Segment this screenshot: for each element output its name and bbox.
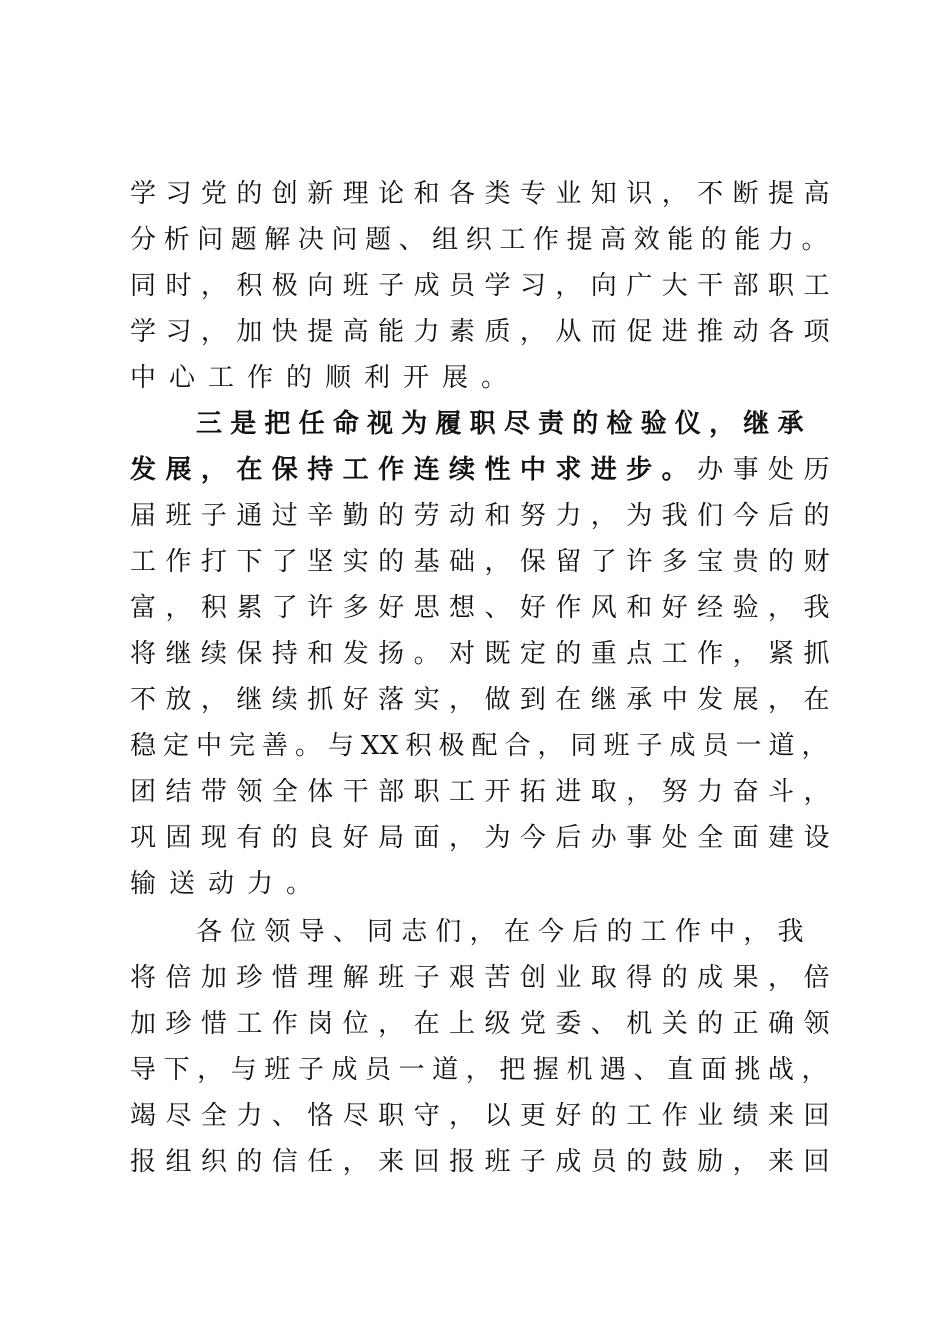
paragraph-1-line-3: 同时，积极向班子成员学习，向广大干部职工 bbox=[130, 271, 830, 301]
paragraph-2-heading-line-1: 三是把任命视为履职尽责的检验仪，继承 bbox=[196, 409, 804, 439]
paragraph-2-line-7: 不放，继续抓好落实，做到在继承中发展，在 bbox=[130, 685, 830, 715]
paragraph-2-line-2 bbox=[130, 450, 830, 490]
paragraph-2-line-2-rest: 办事处历 bbox=[697, 455, 830, 485]
paragraph-2-line-5: 富，积累了许多好思想、好作风和好经验，我 bbox=[130, 593, 830, 623]
paragraph-2-line-10: 巩固现有的良好局面，为今后办事处全面建设 bbox=[130, 823, 830, 853]
paragraph-3-line-5: 竭尽全力、恪尽职守，以更好的工作业绩来回 bbox=[130, 1101, 830, 1131]
paragraph-2-line-4: 工作打下了坚实的基础，保留了许多宝贵的财 bbox=[130, 547, 830, 577]
paragraph-3-line-3: 加珍惜工作岗位，在上级党委、机关的正确领 bbox=[130, 1009, 830, 1039]
paragraph-1-line-2: 分析问题解决问题、组织工作提高效能的能力。 bbox=[130, 225, 828, 255]
paragraph-3-line-6: 报组织的信任，来回报班子成员的鼓励，来回 bbox=[130, 1147, 830, 1177]
paragraph-2-line-11: 输送动力。 bbox=[130, 869, 326, 899]
paragraph-1-line-1: 学习党的创新理论和各类专业知识，不断提高 bbox=[130, 179, 830, 209]
paragraph-2-line-3: 届班子通过辛勤的劳动和努力，为我们今后的 bbox=[130, 501, 830, 531]
paragraph-1-line-4: 学习，加快提高能力素质，从而促进推动各项 bbox=[130, 317, 830, 347]
paragraph-2-line-8: 稳定中完善。与XX积极配合，同班子成员一道， bbox=[130, 731, 828, 761]
paragraph-2-line-6: 将继续保持和发扬。对既定的重点工作，紧抓 bbox=[130, 639, 830, 669]
paragraph-1-line-5: 中心工作的顺利开展。 bbox=[130, 363, 521, 393]
paragraph-3-line-2: 将倍加珍惜理解班子艰苦创业取得的成果，倍 bbox=[130, 963, 830, 993]
paragraph-3-line-1: 各位领导、同志们，在今后的工作中，我 bbox=[196, 917, 804, 947]
paragraph-2-line-9: 团结带领全体干部职工开拓进取，努力奋斗， bbox=[130, 777, 830, 807]
paragraph-2-heading-line-2: 发展，在保持工作连续性中求进步。 bbox=[130, 455, 698, 485]
paragraph-3-line-4: 导下，与班子成员一道，把握机遇、直面挑战， bbox=[130, 1055, 828, 1085]
